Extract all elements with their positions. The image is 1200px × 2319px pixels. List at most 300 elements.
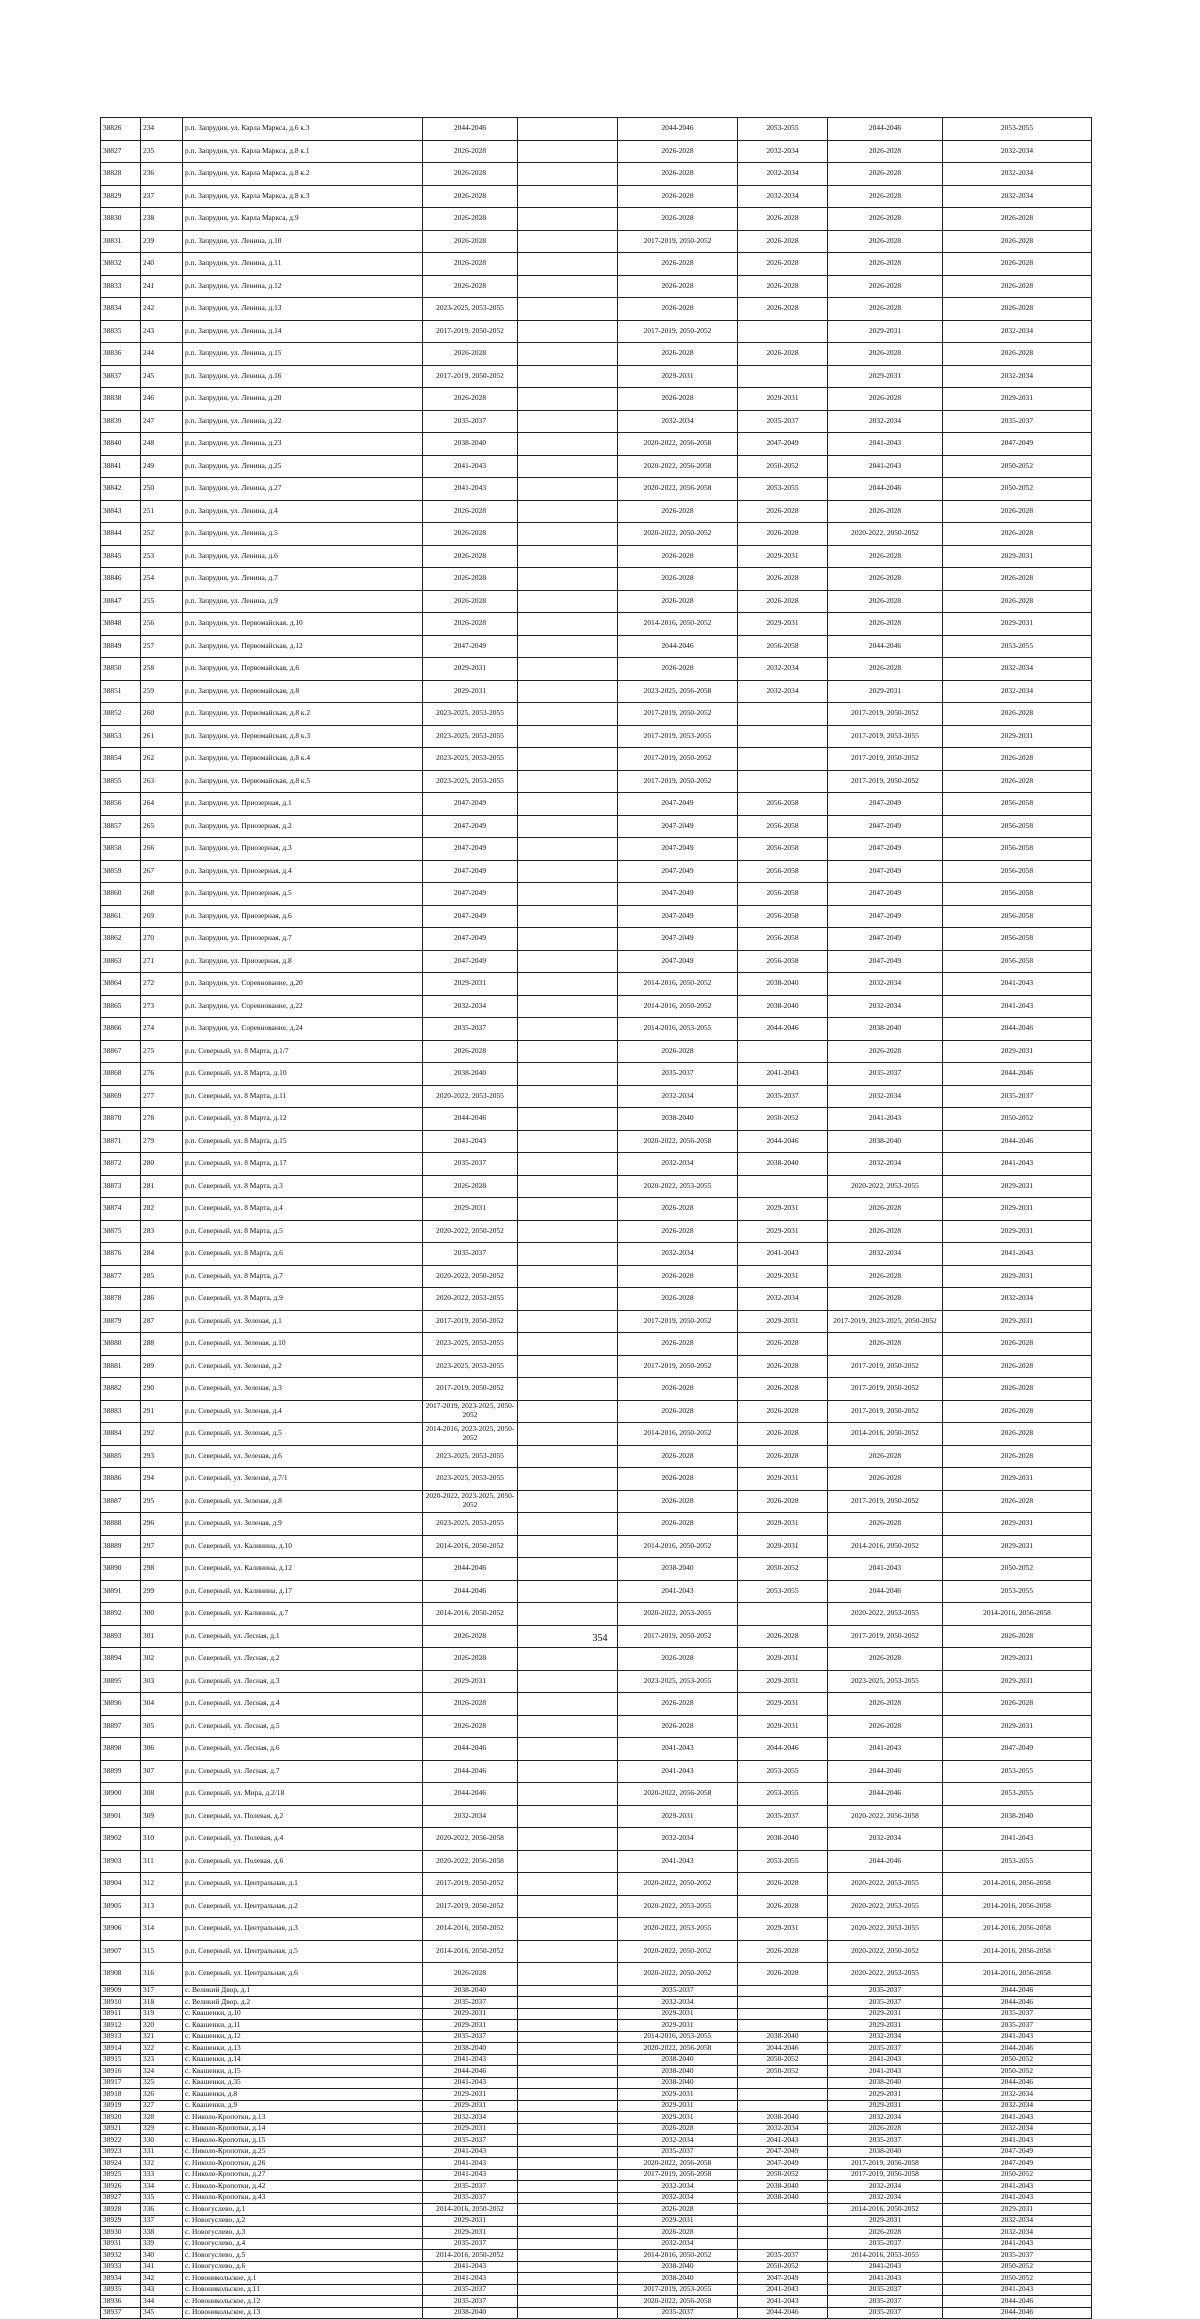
period-1-cell: 2041-2043 xyxy=(423,2158,518,2170)
period-5-cell: 2035-2037 xyxy=(828,1063,943,1086)
address-cell: р.п. Запрудня, ул. Соревнование, д.24 xyxy=(183,1018,423,1041)
period-3-cell: 2026-2028 xyxy=(618,1490,738,1513)
period-6-cell: 2026-2028 xyxy=(943,1378,1092,1401)
address-cell: р.п. Северный, ул. Зеленая, д.7/1 xyxy=(183,1468,423,1491)
period-2-cell xyxy=(518,725,618,748)
period-4-cell: 2041-2043 xyxy=(738,2284,828,2296)
row-num: 306 xyxy=(141,1738,183,1761)
address-cell: р.п. Северный, ул. Лесная, д.7 xyxy=(183,1760,423,1783)
row-num: 270 xyxy=(141,928,183,951)
period-4-cell xyxy=(738,1997,828,2009)
period-1-cell: 2035-2037 xyxy=(423,1997,518,2009)
row-id: 38833 xyxy=(101,275,141,298)
period-2-cell xyxy=(518,2135,618,2147)
period-6-cell: 2029-2031 xyxy=(943,2204,1092,2216)
period-5-cell: 2026-2028 xyxy=(828,2227,943,2239)
row-id: 38937 xyxy=(101,2307,141,2319)
period-3-cell: 2026-2028 xyxy=(618,1445,738,1468)
row-id: 38920 xyxy=(101,2112,141,2124)
period-3-cell: 2023-2025, 2056-2058 xyxy=(618,680,738,703)
period-4-cell: 2041-2043 xyxy=(738,1243,828,1266)
period-5-cell: 2020-2022, 2053-2055 xyxy=(828,1603,943,1626)
period-4-cell: 2044-2046 xyxy=(738,2043,828,2055)
period-1-cell: 2023-2025, 2053-2055 xyxy=(423,1468,518,1491)
period-2-cell xyxy=(518,658,618,681)
address-cell: р.п. Запрудня, ул. Карла Маркса, д.8 к.1 xyxy=(183,140,423,163)
row-num: 338 xyxy=(141,2227,183,2239)
address-cell: р.п. Северный, ул. Лесная, д.4 xyxy=(183,1693,423,1716)
period-3-cell: 2026-2028 xyxy=(618,208,738,231)
address-cell: р.п. Северный, ул. 8 Марта, д.5 xyxy=(183,1220,423,1243)
period-3-cell: 2026-2028 xyxy=(618,1333,738,1356)
table-row xyxy=(101,1738,1092,1761)
period-4-cell xyxy=(738,1603,828,1626)
address-cell: р.п. Запрудня, ул. Приозерная, д.5 xyxy=(183,883,423,906)
period-6-cell: 2026-2028 xyxy=(943,1333,1092,1356)
period-2-cell xyxy=(518,185,618,208)
period-3-cell: 2029-2031 xyxy=(618,2020,738,2032)
table-row xyxy=(101,860,1092,883)
period-5-cell: 2032-2034 xyxy=(828,1828,943,1851)
period-1-cell: 2044-2046 xyxy=(423,1738,518,1761)
period-4-cell: 2056-2058 xyxy=(738,905,828,928)
period-3-cell: 2026-2028 xyxy=(618,253,738,276)
table-row xyxy=(101,185,1092,208)
address-cell: с. Квашенки, д.35 xyxy=(183,2077,423,2089)
period-1-cell: 2026-2028 xyxy=(423,163,518,186)
period-2-cell xyxy=(518,2054,618,2066)
period-3-cell: 2026-2028 xyxy=(618,658,738,681)
period-1-cell: 2026-2028 xyxy=(423,613,518,636)
period-5-cell: 2047-2049 xyxy=(828,815,943,838)
table-row xyxy=(101,1175,1092,1198)
period-1-cell: 2014-2016, 2050-2052 xyxy=(423,1918,518,1941)
table-row xyxy=(101,1783,1092,1806)
period-2-cell xyxy=(518,388,618,411)
row-num: 282 xyxy=(141,1198,183,1221)
table-row xyxy=(101,1355,1092,1378)
table-row xyxy=(101,1085,1092,1108)
period-5-cell: 2026-2028 xyxy=(828,1333,943,1356)
table-row xyxy=(101,1513,1092,1536)
table-row xyxy=(101,2284,1092,2296)
period-1-cell: 2026-2028 xyxy=(423,208,518,231)
period-6-cell: 2026-2028 xyxy=(943,1625,1092,1648)
table-row xyxy=(101,1670,1092,1693)
address-cell: р.п. Запрудня, ул. Ленина, д.10 xyxy=(183,230,423,253)
period-2-cell xyxy=(518,410,618,433)
period-2-cell xyxy=(518,1828,618,1851)
period-6-cell: 2026-2028 xyxy=(943,1355,1092,1378)
address-cell: р.п. Запрудня, ул. Ленина, д.22 xyxy=(183,410,423,433)
row-id: 38897 xyxy=(101,1715,141,1738)
period-4-cell: 2050-2052 xyxy=(738,455,828,478)
period-5-cell: 2044-2046 xyxy=(828,635,943,658)
row-id: 38826 xyxy=(101,118,141,141)
period-4-cell xyxy=(738,2238,828,2250)
row-num: 256 xyxy=(141,613,183,636)
row-num: 276 xyxy=(141,1063,183,1086)
period-5-cell: 2020-2022, 2056-2058 xyxy=(828,1805,943,1828)
address-cell: р.п. Запрудня, ул. Соревнование, д.20 xyxy=(183,973,423,996)
row-num: 324 xyxy=(141,2066,183,2078)
period-5-cell: 2026-2028 xyxy=(828,1513,943,1536)
row-id: 38835 xyxy=(101,320,141,343)
period-4-cell: 2035-2037 xyxy=(738,1085,828,1108)
row-num: 274 xyxy=(141,1018,183,1041)
address-cell: с. Новогуслево, д.2 xyxy=(183,2215,423,2227)
period-5-cell: 2026-2028 xyxy=(828,1220,943,1243)
address-cell: р.п. Северный, ул. Полевая, д.6 xyxy=(183,1850,423,1873)
address-cell: р.п. Запрудня, ул. Ленина, д.7 xyxy=(183,568,423,591)
period-1-cell: 2026-2028 xyxy=(423,590,518,613)
address-cell: с. Новогуслево, д.1 xyxy=(183,2204,423,2216)
period-1-cell: 2020-2022, 2023-2025, 2050-2052 xyxy=(423,1490,518,1513)
period-5-cell: 2026-2028 xyxy=(828,253,943,276)
period-2-cell xyxy=(518,118,618,141)
period-4-cell: 2053-2055 xyxy=(738,1760,828,1783)
row-num: 312 xyxy=(141,1873,183,1896)
period-3-cell: 2038-2040 xyxy=(618,2077,738,2089)
period-4-cell: 2044-2046 xyxy=(738,1738,828,1761)
period-3-cell: 2026-2028 xyxy=(618,1198,738,1221)
period-4-cell: 2056-2058 xyxy=(738,838,828,861)
address-cell: р.п. Северный, ул. Центральная, д.1 xyxy=(183,1873,423,1896)
period-1-cell: 2041-2043 xyxy=(423,2077,518,2089)
row-num: 323 xyxy=(141,2054,183,2066)
period-4-cell: 2029-2031 xyxy=(738,1918,828,1941)
period-4-cell: 2056-2058 xyxy=(738,860,828,883)
period-2-cell xyxy=(518,1997,618,2009)
address-cell: р.п. Северный, ул. 8 Марта, д.11 xyxy=(183,1085,423,1108)
period-1-cell: 2044-2046 xyxy=(423,118,518,141)
period-1-cell: 2047-2049 xyxy=(423,838,518,861)
period-3-cell: 2041-2043 xyxy=(618,1850,738,1873)
table-row xyxy=(101,1490,1092,1513)
period-6-cell: 2026-2028 xyxy=(943,770,1092,793)
period-2-cell xyxy=(518,298,618,321)
period-6-cell: 2056-2058 xyxy=(943,838,1092,861)
period-5-cell: 2035-2037 xyxy=(828,2238,943,2250)
period-5-cell: 2017-2019, 2050-2052 xyxy=(828,1400,943,1423)
table-row xyxy=(101,1423,1092,1446)
period-4-cell: 2026-2028 xyxy=(738,523,828,546)
row-id: 38827 xyxy=(101,140,141,163)
period-5-cell: 2029-2031 xyxy=(828,2008,943,2020)
period-4-cell: 2035-2037 xyxy=(738,410,828,433)
period-5-cell: 2026-2028 xyxy=(828,1265,943,1288)
period-2-cell xyxy=(518,2066,618,2078)
period-6-cell: 2041-2043 xyxy=(943,2135,1092,2147)
period-1-cell: 2041-2043 xyxy=(423,455,518,478)
period-5-cell: 2035-2037 xyxy=(828,2307,943,2319)
row-id: 38895 xyxy=(101,1670,141,1693)
row-num: 279 xyxy=(141,1130,183,1153)
period-2-cell xyxy=(518,2296,618,2308)
period-4-cell: 2056-2058 xyxy=(738,928,828,951)
period-6-cell: 2026-2028 xyxy=(943,253,1092,276)
table-row xyxy=(101,1580,1092,1603)
period-3-cell: 2017-2019, 2050-2052 xyxy=(618,1310,738,1333)
period-1-cell: 2044-2046 xyxy=(423,1108,518,1131)
period-6-cell: 2038-2040 xyxy=(943,1805,1092,1828)
row-id: 38912 xyxy=(101,2020,141,2032)
period-4-cell: 2053-2055 xyxy=(738,1850,828,1873)
period-5-cell: 2047-2049 xyxy=(828,905,943,928)
period-2-cell xyxy=(518,433,618,456)
period-3-cell: 2041-2043 xyxy=(618,1760,738,1783)
period-5-cell: 2035-2037 xyxy=(828,1985,943,1997)
row-num: 345 xyxy=(141,2307,183,2319)
period-3-cell: 2029-2031 xyxy=(618,2215,738,2227)
table-row xyxy=(101,2100,1092,2112)
period-3-cell: 2032-2034 xyxy=(618,2135,738,2147)
period-3-cell: 2014-2016, 2050-2052 xyxy=(618,1423,738,1446)
address-cell: с. Квашенки, д.15 xyxy=(183,2066,423,2078)
row-id: 38894 xyxy=(101,1648,141,1671)
row-num: 316 xyxy=(141,1963,183,1986)
table-row xyxy=(101,478,1092,501)
period-4-cell: 2026-2028 xyxy=(738,230,828,253)
period-4-cell: 2044-2046 xyxy=(738,2307,828,2319)
period-4-cell: 2038-2040 xyxy=(738,2181,828,2193)
period-5-cell: 2035-2037 xyxy=(828,2135,943,2147)
period-4-cell: 2026-2028 xyxy=(738,1895,828,1918)
address-cell: р.п. Северный, ул. Лесная, д.3 xyxy=(183,1670,423,1693)
period-4-cell: 2029-2031 xyxy=(738,1513,828,1536)
period-6-cell: 2053-2055 xyxy=(943,635,1092,658)
period-3-cell: 2017-2019, 2053-2055 xyxy=(618,725,738,748)
period-2-cell xyxy=(518,1513,618,1536)
period-6-cell: 2032-2034 xyxy=(943,2123,1092,2135)
period-4-cell: 2026-2028 xyxy=(738,568,828,591)
period-3-cell: 2032-2034 xyxy=(618,2181,738,2193)
row-id: 38858 xyxy=(101,838,141,861)
period-4-cell: 2026-2028 xyxy=(738,208,828,231)
period-1-cell: 2041-2043 xyxy=(423,1130,518,1153)
period-1-cell: 2047-2049 xyxy=(423,905,518,928)
period-1-cell: 2047-2049 xyxy=(423,815,518,838)
address-cell: р.п. Северный, ул. Калинина, д.7 xyxy=(183,1603,423,1626)
period-6-cell: 2050-2052 xyxy=(943,2169,1092,2181)
period-5-cell: 2023-2025, 2053-2055 xyxy=(828,1670,943,1693)
period-6-cell: 2050-2052 xyxy=(943,2261,1092,2273)
row-num: 294 xyxy=(141,1468,183,1491)
period-4-cell: 2026-2028 xyxy=(738,1940,828,1963)
period-4-cell: 2050-2052 xyxy=(738,1558,828,1581)
period-3-cell: 2026-2028 xyxy=(618,2227,738,2239)
period-6-cell: 2026-2028 xyxy=(943,523,1092,546)
period-2-cell xyxy=(518,883,618,906)
period-1-cell: 2026-2028 xyxy=(423,1715,518,1738)
period-2-cell xyxy=(518,1333,618,1356)
period-4-cell: 2056-2058 xyxy=(738,815,828,838)
period-1-cell: 2014-2016, 2050-2052 xyxy=(423,1535,518,1558)
row-id: 38900 xyxy=(101,1783,141,1806)
address-cell: с. Новогуслево, д.5 xyxy=(183,2250,423,2262)
row-num: 289 xyxy=(141,1355,183,1378)
period-2-cell xyxy=(518,1760,618,1783)
table-row xyxy=(101,1715,1092,1738)
row-id: 38828 xyxy=(101,163,141,186)
period-4-cell: 2026-2028 xyxy=(738,1963,828,1986)
period-5-cell: 2026-2028 xyxy=(828,1715,943,1738)
period-2-cell xyxy=(518,613,618,636)
period-1-cell: 2035-2037 xyxy=(423,2238,518,2250)
period-1-cell: 2038-2040 xyxy=(423,2307,518,2319)
row-num: 269 xyxy=(141,905,183,928)
period-4-cell: 2038-2040 xyxy=(738,1153,828,1176)
period-3-cell: 2026-2028 xyxy=(618,140,738,163)
period-1-cell: 2035-2037 xyxy=(423,2284,518,2296)
period-2-cell xyxy=(518,2008,618,2020)
address-cell: р.п. Запрудня, ул. Первомайская, д.8 к.2 xyxy=(183,703,423,726)
period-1-cell: 2026-2028 xyxy=(423,568,518,591)
row-id: 38839 xyxy=(101,410,141,433)
row-id: 38838 xyxy=(101,388,141,411)
period-4-cell: 2029-2031 xyxy=(738,1535,828,1558)
period-5-cell: 2044-2046 xyxy=(828,478,943,501)
row-num: 325 xyxy=(141,2077,183,2089)
table-row xyxy=(101,140,1092,163)
table-row xyxy=(101,2273,1092,2285)
row-num: 342 xyxy=(141,2273,183,2285)
period-3-cell: 2047-2049 xyxy=(618,815,738,838)
period-2-cell xyxy=(518,2215,618,2227)
period-6-cell: 2032-2034 xyxy=(943,2100,1092,2112)
period-5-cell: 2032-2034 xyxy=(828,973,943,996)
period-5-cell: 2014-2016, 2050-2052 xyxy=(828,1423,943,1446)
table-row xyxy=(101,2112,1092,2124)
period-4-cell: 2032-2034 xyxy=(738,185,828,208)
address-cell: р.п. Запрудня, ул. Приозерная, д.8 xyxy=(183,950,423,973)
period-1-cell: 2026-2028 xyxy=(423,253,518,276)
table-row xyxy=(101,1288,1092,1311)
address-cell: р.п. Северный, ул. Зеленая, д.3 xyxy=(183,1378,423,1401)
address-cell: с. Николо-Кропотки, д.42 xyxy=(183,2181,423,2193)
table-row xyxy=(101,208,1092,231)
row-id: 38857 xyxy=(101,815,141,838)
period-4-cell: 2032-2034 xyxy=(738,1288,828,1311)
table-row xyxy=(101,523,1092,546)
period-3-cell: 2035-2037 xyxy=(618,1063,738,1086)
period-6-cell: 2032-2034 xyxy=(943,2215,1092,2227)
table-row xyxy=(101,1693,1092,1716)
period-3-cell: 2026-2028 xyxy=(618,1648,738,1671)
period-4-cell: 2050-2052 xyxy=(738,1108,828,1131)
period-1-cell: 2017-2019, 2050-2052 xyxy=(423,1873,518,1896)
period-3-cell: 2032-2034 xyxy=(618,1997,738,2009)
address-cell: р.п. Северный, ул. Зеленая, д.8 xyxy=(183,1490,423,1513)
row-num: 339 xyxy=(141,2238,183,2250)
period-6-cell: 2044-2046 xyxy=(943,1997,1092,2009)
row-num: 332 xyxy=(141,2158,183,2170)
table-row xyxy=(101,2135,1092,2147)
period-1-cell: 2023-2025, 2053-2055 xyxy=(423,1333,518,1356)
period-3-cell: 2026-2028 xyxy=(618,2204,738,2216)
period-6-cell: 2029-2031 xyxy=(943,613,1092,636)
row-num: 319 xyxy=(141,2008,183,2020)
row-num: 331 xyxy=(141,2146,183,2158)
period-2-cell xyxy=(518,568,618,591)
period-4-cell xyxy=(738,725,828,748)
period-6-cell: 2044-2046 xyxy=(943,1063,1092,1086)
period-1-cell: 2038-2040 xyxy=(423,2043,518,2055)
period-3-cell: 2038-2040 xyxy=(618,2273,738,2285)
row-num: 295 xyxy=(141,1490,183,1513)
period-3-cell: 2020-2022, 2050-2052 xyxy=(618,1873,738,1896)
row-num: 238 xyxy=(141,208,183,231)
row-num: 311 xyxy=(141,1850,183,1873)
row-id: 38837 xyxy=(101,365,141,388)
period-5-cell: 2017-2019, 2050-2052 xyxy=(828,770,943,793)
period-5-cell: 2017-2019, 2050-2052 xyxy=(828,1625,943,1648)
period-5-cell: 2032-2034 xyxy=(828,410,943,433)
table-row xyxy=(101,1963,1092,1986)
period-1-cell: 2041-2043 xyxy=(423,2273,518,2285)
period-6-cell: 2044-2046 xyxy=(943,1985,1092,1997)
period-4-cell: 2026-2028 xyxy=(738,275,828,298)
period-2-cell xyxy=(518,1175,618,1198)
period-2-cell xyxy=(518,905,618,928)
row-num: 235 xyxy=(141,140,183,163)
period-5-cell: 2044-2046 xyxy=(828,118,943,141)
address-cell: р.п. Запрудня, ул. Приозерная, д.1 xyxy=(183,793,423,816)
row-id: 38875 xyxy=(101,1220,141,1243)
address-cell: с. Новоникольское, д.12 xyxy=(183,2296,423,2308)
period-6-cell: 2056-2058 xyxy=(943,815,1092,838)
period-6-cell: 2056-2058 xyxy=(943,860,1092,883)
address-cell: р.п. Запрудня, ул. Приозерная, д.4 xyxy=(183,860,423,883)
period-1-cell: 2026-2028 xyxy=(423,230,518,253)
address-cell: с. Квашенки, д.10 xyxy=(183,2008,423,2020)
period-6-cell: 2047-2049 xyxy=(943,433,1092,456)
period-3-cell: 2041-2043 xyxy=(618,1738,738,1761)
period-6-cell: 2032-2034 xyxy=(943,140,1092,163)
table-row xyxy=(101,118,1092,141)
period-3-cell: 2023-2025, 2053-2055 xyxy=(618,1670,738,1693)
period-3-cell: 2026-2028 xyxy=(618,275,738,298)
row-id: 38856 xyxy=(101,793,141,816)
address-cell: с. Новоникольское, д.11 xyxy=(183,2284,423,2296)
period-4-cell: 2050-2052 xyxy=(738,2054,828,2066)
period-6-cell: 2050-2052 xyxy=(943,2054,1092,2066)
row-id: 38830 xyxy=(101,208,141,231)
period-2-cell xyxy=(518,1018,618,1041)
row-num: 305 xyxy=(141,1715,183,1738)
period-5-cell: 2041-2043 xyxy=(828,2066,943,2078)
period-2-cell xyxy=(518,1918,618,1941)
address-cell: р.п. Северный, ул. Зеленая, д.9 xyxy=(183,1513,423,1536)
period-2-cell xyxy=(518,1963,618,1986)
table-row xyxy=(101,2020,1092,2032)
period-1-cell: 2047-2049 xyxy=(423,635,518,658)
period-3-cell: 2029-2031 xyxy=(618,365,738,388)
row-num: 297 xyxy=(141,1535,183,1558)
table-row xyxy=(101,343,1092,366)
period-6-cell: 2032-2034 xyxy=(943,320,1092,343)
address-cell: р.п. Запрудня, ул. Первомайская, д.8 к.4 xyxy=(183,748,423,771)
period-5-cell: 2041-2043 xyxy=(828,1108,943,1131)
period-4-cell xyxy=(738,2077,828,2089)
period-1-cell: 2035-2037 xyxy=(423,2135,518,2147)
row-id: 38840 xyxy=(101,433,141,456)
period-4-cell: 2029-2031 xyxy=(738,388,828,411)
period-2-cell xyxy=(518,1423,618,1446)
row-id: 38925 xyxy=(101,2169,141,2181)
address-cell: р.п. Северный, ул. Полевая, д.2 xyxy=(183,1805,423,1828)
period-1-cell: 2023-2025, 2053-2055 xyxy=(423,1355,518,1378)
